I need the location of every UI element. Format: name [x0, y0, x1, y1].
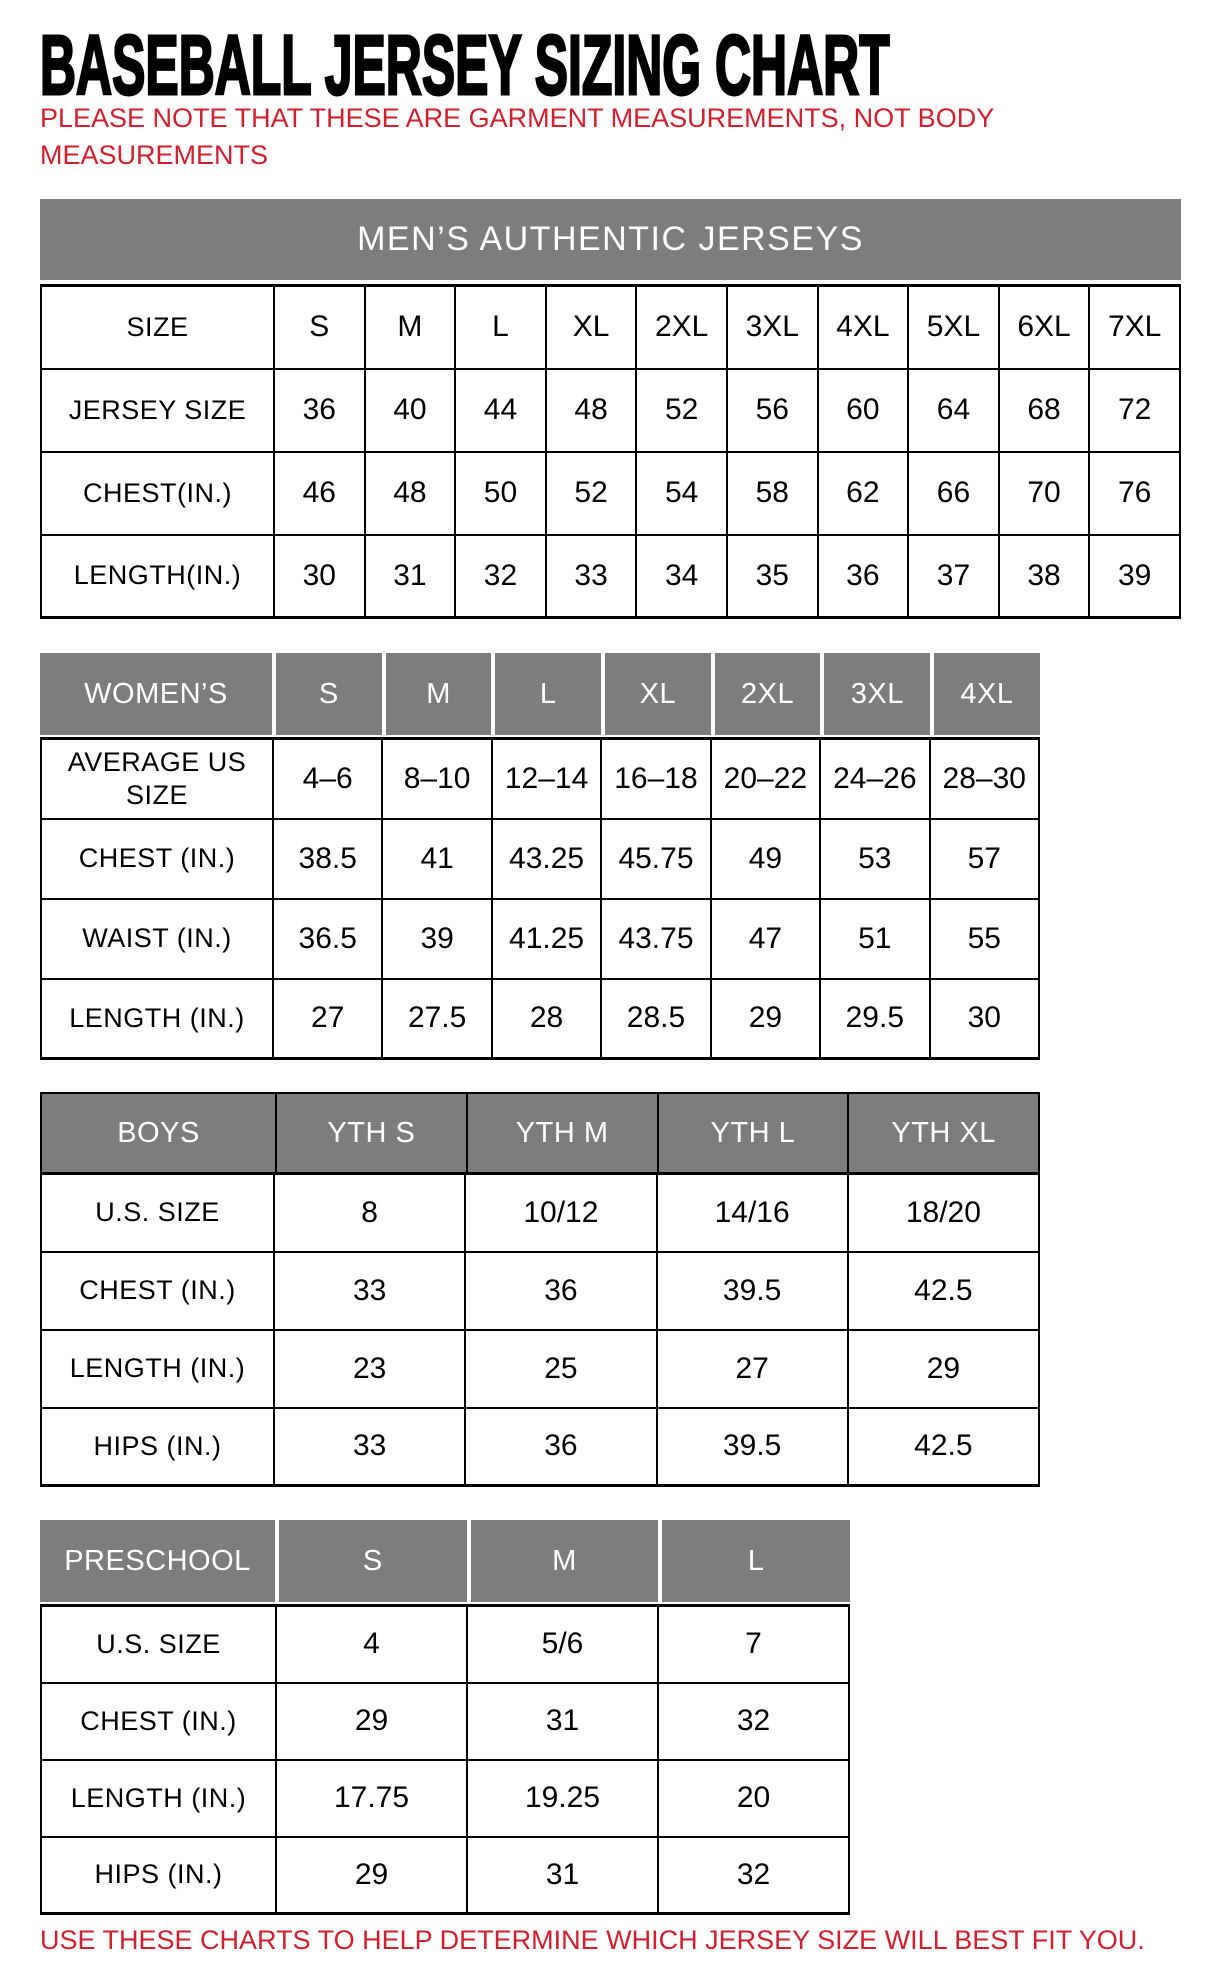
value-cell: 44	[455, 369, 546, 452]
row-label: CHEST (IN.)	[41, 1683, 276, 1760]
value-cell: 76	[1089, 452, 1180, 535]
column-header: M	[467, 1520, 659, 1602]
column-header: YTH L	[657, 1094, 848, 1172]
value-cell: 72	[1089, 369, 1180, 452]
value-cell: 36	[818, 535, 909, 618]
table-row	[41, 286, 1180, 369]
value-cell: 47	[711, 899, 820, 979]
value-cell: 28–30	[930, 739, 1039, 819]
value-cell: 50	[455, 452, 546, 535]
table-row	[41, 739, 1039, 819]
column-header: 4XL	[930, 653, 1040, 735]
value-cell: 20–22	[711, 739, 820, 819]
value-cell: 23	[274, 1330, 465, 1408]
row-label: LENGTH (IN.)	[41, 979, 273, 1059]
value-cell: M	[365, 286, 456, 369]
value-cell: 37	[908, 535, 999, 618]
value-cell: 6XL	[999, 286, 1090, 369]
value-cell: 48	[365, 452, 456, 535]
value-cell: 27	[657, 1330, 848, 1408]
value-cell: 60	[818, 369, 909, 452]
row-label: LENGTH (IN.)	[41, 1760, 276, 1837]
column-header: S	[272, 653, 382, 735]
value-cell: 17.75	[276, 1760, 467, 1837]
column-header: L	[658, 1520, 850, 1602]
value-cell: 16–18	[601, 739, 710, 819]
value-cell: 31	[365, 535, 456, 618]
value-cell: 8	[274, 1174, 465, 1252]
value-cell: 5/6	[467, 1606, 658, 1683]
value-cell: 4	[276, 1606, 467, 1683]
value-cell: 10/12	[465, 1174, 656, 1252]
table-title-cell: WOMEN’S	[40, 653, 272, 735]
value-cell: 52	[636, 369, 727, 452]
table-row	[41, 1174, 1039, 1252]
row-label: LENGTH (IN.)	[41, 1330, 274, 1408]
value-cell: 51	[820, 899, 929, 979]
value-cell: 38.5	[273, 819, 382, 899]
value-cell: 53	[820, 819, 929, 899]
column-header: YTH M	[466, 1094, 657, 1172]
row-label: U.S. SIZE	[41, 1174, 274, 1252]
value-cell: 12–14	[492, 739, 601, 819]
value-cell: 29	[276, 1683, 467, 1760]
value-cell: 39.5	[657, 1408, 848, 1486]
value-cell: 66	[908, 452, 999, 535]
value-cell: 58	[727, 452, 818, 535]
value-cell: 20	[658, 1760, 849, 1837]
footer-advice-text: USE THESE CHARTS TO HELP DETERMINE WHICH JERSEY SIZE WILL BEST FIT YOU.	[40, 1925, 1145, 1955]
value-cell: 27.5	[382, 979, 491, 1059]
table-row	[41, 1330, 1039, 1408]
value-cell: 40	[365, 369, 456, 452]
value-cell: 31	[467, 1683, 658, 1760]
value-cell: 32	[658, 1683, 849, 1760]
value-cell: 36	[465, 1252, 656, 1330]
table-row	[41, 369, 1180, 452]
value-cell: 31	[467, 1837, 658, 1914]
value-cell: 3XL	[727, 286, 818, 369]
womens-table	[40, 653, 1040, 1060]
boys-table	[40, 1092, 1040, 1487]
value-cell: 24–26	[820, 739, 929, 819]
value-cell: 52	[546, 452, 637, 535]
value-cell: 56	[727, 369, 818, 452]
value-cell: 34	[636, 535, 727, 618]
womens-header-row	[40, 653, 1040, 735]
value-cell: 33	[274, 1408, 465, 1486]
table-row	[41, 452, 1180, 535]
value-cell: 33	[274, 1252, 465, 1330]
row-label: HIPS (IN.)	[41, 1408, 274, 1486]
value-cell: 55	[930, 899, 1039, 979]
value-cell: 54	[636, 452, 727, 535]
value-cell: 49	[711, 819, 820, 899]
value-cell: 28	[492, 979, 601, 1059]
value-cell: 38	[999, 535, 1090, 618]
value-cell: 7	[658, 1606, 849, 1683]
value-cell: 41.25	[492, 899, 601, 979]
table-row	[41, 819, 1039, 899]
row-label: CHEST (IN.)	[41, 819, 273, 899]
table-title-cell: PRESCHOOL	[40, 1520, 275, 1602]
row-label: LENGTH(IN.)	[41, 535, 274, 618]
value-cell: 45.75	[601, 819, 710, 899]
value-cell: 29	[276, 1837, 467, 1914]
value-cell: 36	[274, 369, 365, 452]
value-cell: 30	[274, 535, 365, 618]
preschool-grid	[40, 1604, 850, 1915]
boys-grid	[40, 1172, 1040, 1487]
row-label: WAIST (IN.)	[41, 899, 273, 979]
mens-authentic-jerseys-table	[40, 199, 1181, 619]
column-header: 3XL	[820, 653, 930, 735]
table-row	[41, 1408, 1039, 1486]
value-cell: 29	[848, 1330, 1039, 1408]
table-row	[41, 1683, 849, 1760]
value-cell: 39	[382, 899, 491, 979]
value-cell: 4XL	[818, 286, 909, 369]
row-label: JERSEY SIZE	[41, 369, 274, 452]
table-row	[41, 1760, 849, 1837]
value-cell: 36.5	[273, 899, 382, 979]
row-label: AVERAGE US SIZE	[41, 739, 273, 819]
value-cell: 29	[711, 979, 820, 1059]
row-label: SIZE	[41, 286, 274, 369]
value-cell: 62	[818, 452, 909, 535]
value-cell: 41	[382, 819, 491, 899]
table-row	[41, 1606, 849, 1683]
value-cell: 39	[1089, 535, 1180, 618]
value-cell: 27	[273, 979, 382, 1059]
value-cell: 36	[465, 1408, 656, 1486]
value-cell: 29.5	[820, 979, 929, 1059]
column-header: L	[491, 653, 601, 735]
row-label: CHEST (IN.)	[41, 1252, 274, 1330]
page-title: BASEBALL JERSEY SIZING CHART	[40, 17, 890, 113]
value-cell: 42.5	[848, 1252, 1039, 1330]
womens-grid	[40, 737, 1040, 1060]
table-row	[41, 1837, 849, 1914]
value-cell: 35	[727, 535, 818, 618]
value-cell: 39.5	[657, 1252, 848, 1330]
value-cell: 5XL	[908, 286, 999, 369]
value-cell: 19.25	[467, 1760, 658, 1837]
value-cell: S	[274, 286, 365, 369]
value-cell: 28.5	[601, 979, 710, 1059]
row-label: HIPS (IN.)	[41, 1837, 276, 1914]
value-cell: 18/20	[848, 1174, 1039, 1252]
value-cell: 43.25	[492, 819, 601, 899]
column-header: YTH S	[275, 1094, 466, 1172]
value-cell: 33	[546, 535, 637, 618]
value-cell: 4–6	[273, 739, 382, 819]
boys-header-row	[40, 1092, 1040, 1172]
garment-measurements-note: PLEASE NOTE THAT THESE ARE GARMENT MEASUREMENTS, NOT BODY MEASUREMENTS	[40, 103, 994, 170]
value-cell: L	[455, 286, 546, 369]
value-cell: 64	[908, 369, 999, 452]
value-cell: 68	[999, 369, 1090, 452]
value-cell: 2XL	[636, 286, 727, 369]
preschool-table	[40, 1520, 850, 1915]
value-cell: 8–10	[382, 739, 491, 819]
table-row	[41, 979, 1039, 1059]
row-label: U.S. SIZE	[41, 1606, 276, 1683]
table-row	[41, 535, 1180, 618]
value-cell: 70	[999, 452, 1090, 535]
column-header: YTH XL	[847, 1094, 1038, 1172]
value-cell: XL	[546, 286, 637, 369]
table-row	[41, 1252, 1039, 1330]
column-header: XL	[601, 653, 711, 735]
value-cell: 14/16	[657, 1174, 848, 1252]
column-header: M	[382, 653, 492, 735]
value-cell: 48	[546, 369, 637, 452]
column-header: S	[275, 1520, 467, 1602]
value-cell: 32	[658, 1837, 849, 1914]
row-label: CHEST(IN.)	[41, 452, 274, 535]
column-header: 2XL	[711, 653, 821, 735]
value-cell: 46	[274, 452, 365, 535]
value-cell: 7XL	[1089, 286, 1180, 369]
preschool-header-row	[40, 1520, 850, 1602]
mens-grid	[40, 284, 1181, 619]
value-cell: 32	[455, 535, 546, 618]
value-cell: 42.5	[848, 1408, 1039, 1486]
table-row	[41, 899, 1039, 979]
value-cell: 43.75	[601, 899, 710, 979]
value-cell: 25	[465, 1330, 656, 1408]
value-cell: 30	[930, 979, 1039, 1059]
mens-banner: MEN’S AUTHENTIC JERSEYS	[40, 199, 1181, 280]
table-title-cell: BOYS	[42, 1094, 275, 1172]
value-cell: 57	[930, 819, 1039, 899]
